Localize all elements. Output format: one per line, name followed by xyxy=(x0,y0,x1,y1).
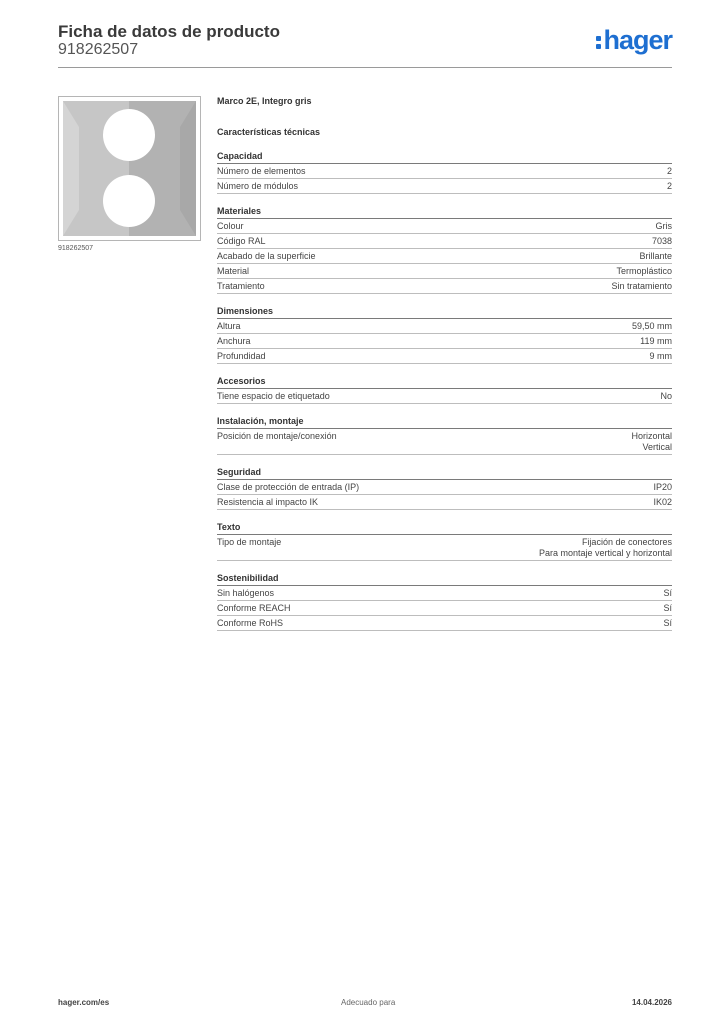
spec-row xyxy=(217,389,672,404)
hager-logo xyxy=(596,26,672,54)
product-image xyxy=(58,96,201,241)
spec-value-line: 7038 xyxy=(651,236,672,246)
spec-value-line: 59,50 mm xyxy=(631,321,672,331)
spec-row xyxy=(217,429,672,455)
logo-text: hager xyxy=(603,25,672,55)
spec-label: Número de módulos xyxy=(217,181,299,191)
spec-value xyxy=(667,181,672,192)
spec-label: Colour xyxy=(217,221,244,231)
spec-value xyxy=(653,497,672,508)
footer-center-text: Adecuado para xyxy=(341,998,396,1007)
document-product-code: 918262507 xyxy=(58,41,139,58)
spec-label: Clase de protección de entrada (IP) xyxy=(217,482,360,492)
section-title: Sostenibilidad xyxy=(217,572,672,586)
spec-value-line: 119 mm xyxy=(640,336,672,346)
spec-value-line: Gris xyxy=(655,221,672,231)
spec-row xyxy=(217,319,672,334)
spec-value-line: Vertical xyxy=(642,442,672,452)
spec-value xyxy=(663,618,672,629)
spec-label: Profundidad xyxy=(217,351,266,361)
spec-label: Posición de montaje/conexión xyxy=(217,431,337,441)
spec-value-line: Horizontal xyxy=(631,431,672,441)
section-title: Materiales xyxy=(217,205,672,219)
spec-label: Altura xyxy=(217,321,241,331)
section-title: Seguridad xyxy=(217,466,672,480)
spec-row xyxy=(217,164,672,179)
spec-label: Número de elementos xyxy=(217,166,306,176)
spec-row xyxy=(217,234,672,249)
spec-label: Código RAL xyxy=(217,236,266,246)
spec-value-line: Sí xyxy=(663,618,672,628)
spec-table xyxy=(217,94,672,631)
spec-label: Acabado de la superficie xyxy=(217,251,316,261)
spec-section xyxy=(217,150,672,194)
spec-value-line: Fijación de conectores xyxy=(581,537,672,547)
spec-row xyxy=(217,616,672,631)
spec-value-line: Sí xyxy=(663,603,672,613)
spec-row xyxy=(217,334,672,349)
spec-value-line: Termoplástico xyxy=(616,266,672,276)
header-divider xyxy=(58,67,672,68)
spec-value xyxy=(652,236,672,247)
spec-row xyxy=(217,249,672,264)
spec-value xyxy=(660,391,672,402)
spec-section xyxy=(217,521,672,561)
spec-value xyxy=(639,251,672,262)
spec-value xyxy=(667,166,672,177)
spec-value xyxy=(663,588,672,599)
spec-value xyxy=(663,603,672,614)
spec-row xyxy=(217,279,672,294)
section-title: Dimensiones xyxy=(217,305,672,319)
spec-value-line: 9 mm xyxy=(649,351,672,361)
section-title: Capacidad xyxy=(217,150,672,164)
spec-label: Sin halógenos xyxy=(217,588,275,598)
spec-value-line: Brillante xyxy=(639,251,672,261)
spec-value-line: IK02 xyxy=(653,497,672,507)
spec-label: Tipo de montaje xyxy=(217,537,282,547)
spec-value-line: 2 xyxy=(666,181,672,191)
spec-value xyxy=(611,281,672,292)
spec-section xyxy=(217,572,672,631)
spec-row xyxy=(217,535,672,561)
spec-row xyxy=(217,264,672,279)
specs-heading: Características técnicas xyxy=(217,127,321,137)
spec-value-line: Sin tratamiento xyxy=(611,281,672,291)
spec-value-line: IP20 xyxy=(653,482,672,492)
spec-value xyxy=(632,321,672,332)
spec-value-line: Para montaje vertical y horizontal xyxy=(538,548,672,558)
spec-section xyxy=(217,415,672,455)
spec-section xyxy=(217,466,672,510)
footer-website-link[interactable]: hager.com/es xyxy=(58,998,110,1007)
spec-row xyxy=(217,179,672,194)
spec-section xyxy=(217,205,672,294)
spec-row xyxy=(217,495,672,510)
spec-label: Conforme REACH xyxy=(217,603,291,613)
spec-row xyxy=(217,349,672,364)
spec-value xyxy=(656,221,673,232)
spec-label: Resistencia al impacto IK xyxy=(217,497,319,507)
spec-label: Tiene espacio de etiquetado xyxy=(217,391,330,401)
logo-dots-icon xyxy=(596,36,601,49)
spec-label: Conforme RoHS xyxy=(217,618,284,628)
spec-row xyxy=(217,586,672,601)
spec-row xyxy=(217,219,672,234)
spec-label: Anchura xyxy=(217,336,251,346)
section-title: Texto xyxy=(217,521,672,535)
spec-value xyxy=(650,351,673,362)
spec-value-line: Sí xyxy=(663,588,672,598)
spec-label: Material xyxy=(217,266,250,276)
spec-value-line: 2 xyxy=(666,166,672,176)
spec-value xyxy=(640,336,672,347)
section-title: Instalación, montaje xyxy=(217,415,672,429)
footer-date: 14.04.2026 xyxy=(631,998,672,1007)
document-header xyxy=(58,20,672,70)
spec-row xyxy=(217,601,672,616)
image-caption: 918262507 xyxy=(58,245,94,252)
double-frame-icon xyxy=(59,97,200,240)
spec-value xyxy=(616,266,672,277)
spec-section xyxy=(217,305,672,364)
product-name: Marco 2E, Integro gris xyxy=(217,96,312,106)
spec-value xyxy=(653,482,672,493)
spec-section xyxy=(217,375,672,404)
spec-row xyxy=(217,480,672,495)
spec-label: Tratamiento xyxy=(217,281,265,291)
spec-value-line: No xyxy=(660,391,672,401)
spec-value xyxy=(539,537,672,559)
spec-value xyxy=(631,431,672,453)
section-title: Accesorios xyxy=(217,375,672,389)
document-title: Ficha de datos de producto xyxy=(58,22,280,41)
